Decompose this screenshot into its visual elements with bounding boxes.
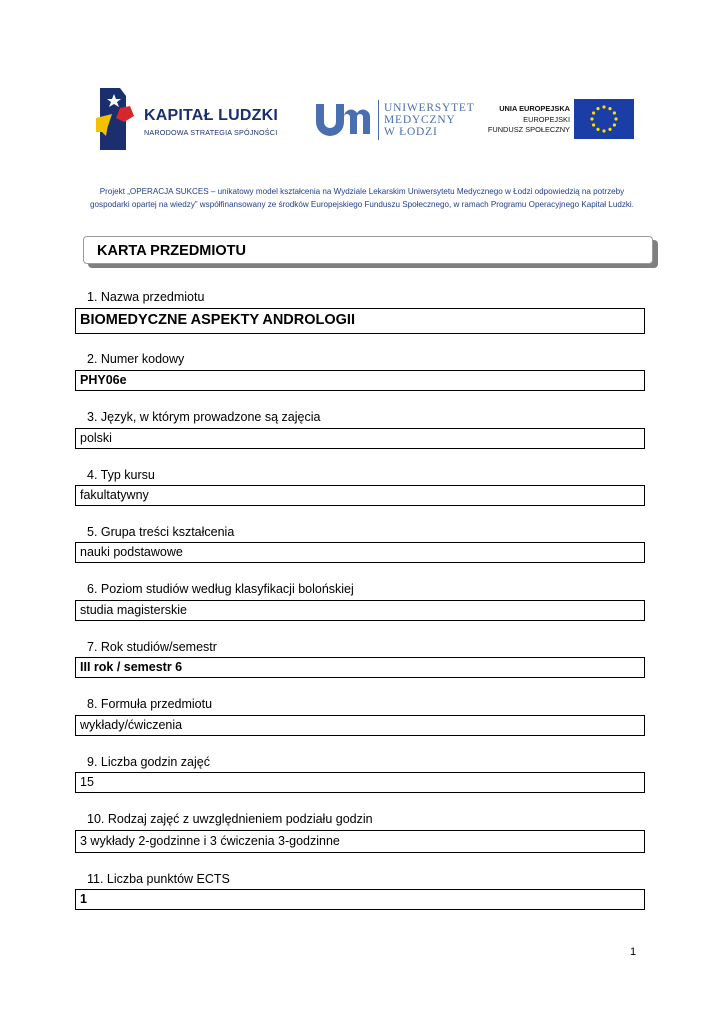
field-value-course-code: PHY06e xyxy=(80,373,127,387)
eu-logo xyxy=(486,98,636,140)
field-box-course-name xyxy=(75,308,645,334)
field-value-hours: 15 xyxy=(80,775,94,789)
title-box xyxy=(83,236,653,264)
field-value-language: polski xyxy=(80,431,112,445)
field-label-course-code: 2. Numer kodowy xyxy=(87,352,185,366)
field-value-study-level: studia magisterskie xyxy=(80,603,187,617)
um-name-line-2: MEDYCZNY xyxy=(384,114,456,126)
field-box-language xyxy=(75,428,645,449)
kapital-ludzki-logo xyxy=(96,88,286,152)
field-label-class-breakdown: 10. Rodzaj zajęć z uwzględnieniem podziału godzin xyxy=(87,812,373,826)
field-label-course-name: 1. Nazwa przedmiotu xyxy=(87,290,205,304)
field-box-hours xyxy=(75,772,645,793)
field-box-class-breakdown xyxy=(75,830,645,853)
field-label-course-formula: 8. Formuła przedmiotu xyxy=(87,697,213,711)
field-box-course-formula xyxy=(75,715,645,736)
field-box-year-semester xyxy=(75,657,645,678)
page-title: KARTA PRZEDMIOTU xyxy=(97,243,247,259)
field-value-course-formula: wykłady/ćwiczenia xyxy=(80,718,183,732)
kapital-ludzki-subtitle: NARODOWA STRATEGIA SPÓJNOŚCI xyxy=(144,128,278,137)
field-label-language: 3. Język, w którym prowadzone są zajęcia xyxy=(87,410,321,424)
field-label-ects: 11. Liczba punktów ECTS xyxy=(87,872,230,886)
page-number: 1 xyxy=(630,946,637,958)
field-box-content-group xyxy=(75,542,645,563)
field-box-course-type xyxy=(75,485,645,506)
field-box-course-code xyxy=(75,370,645,391)
field-label-study-level: 6. Poziom studiów według klasyfikacji bolońskiej xyxy=(87,582,354,596)
eu-text-line-3: FUNDUSZ SPOŁECZNY xyxy=(487,125,570,134)
field-label-hours: 9. Liczba godzin zajęć xyxy=(87,755,210,769)
field-value-year-semester: III rok / semestr 6 xyxy=(80,660,183,674)
field-box-study-level xyxy=(75,600,645,621)
field-value-content-group: nauki podstawowe xyxy=(80,545,183,559)
field-label-year-semester: 7. Rok studiów/semestr xyxy=(87,640,217,654)
field-label-content-group: 5. Grupa treści kształcenia xyxy=(87,525,235,539)
eu-text-line-1: UNIA EUROPEJSKA xyxy=(499,104,570,113)
project-note: Projekt „OPERACJA SUKCES – unikatowy model kształcenia na Wydziale Lekarskim Uniwersytetu Medycznego w Łodzi odpowiedzią na potrzeby gospodarki opartej na wiedzy” współfinansowany ze środków Europejskiego Funduszu Społecznego, w ramach Programu Operacyjnego Kapitał Ludzki. xyxy=(90,187,634,209)
field-value-class-breakdown: 3 wykłady 2-godzinne i 3 ćwiczenia 3-godzinne xyxy=(80,834,340,848)
um-name-line-1: UNIWERSYTET xyxy=(384,102,475,114)
field-value-course-type: fakultatywny xyxy=(80,488,149,502)
um-logo-divider xyxy=(378,100,379,140)
field-box-ects xyxy=(75,889,645,910)
field-value-ects: 1 xyxy=(80,892,87,906)
university-logo xyxy=(314,98,475,142)
eu-flag-icon xyxy=(574,99,634,139)
field-value-course-name: BIOMEDYCZNE ASPEKTY ANDROLOGII xyxy=(80,312,355,328)
eu-text-line-2: EUROPEJSKI xyxy=(523,115,570,124)
um-name-line-3: W ŁODZI xyxy=(384,126,438,138)
kapital-ludzki-emblem-icon xyxy=(96,88,136,152)
field-label-course-type: 4. Typ kursu xyxy=(87,468,155,482)
kapital-ludzki-title: KAPITAŁ LUDZKI xyxy=(144,107,279,124)
um-monogram-icon xyxy=(314,102,372,136)
